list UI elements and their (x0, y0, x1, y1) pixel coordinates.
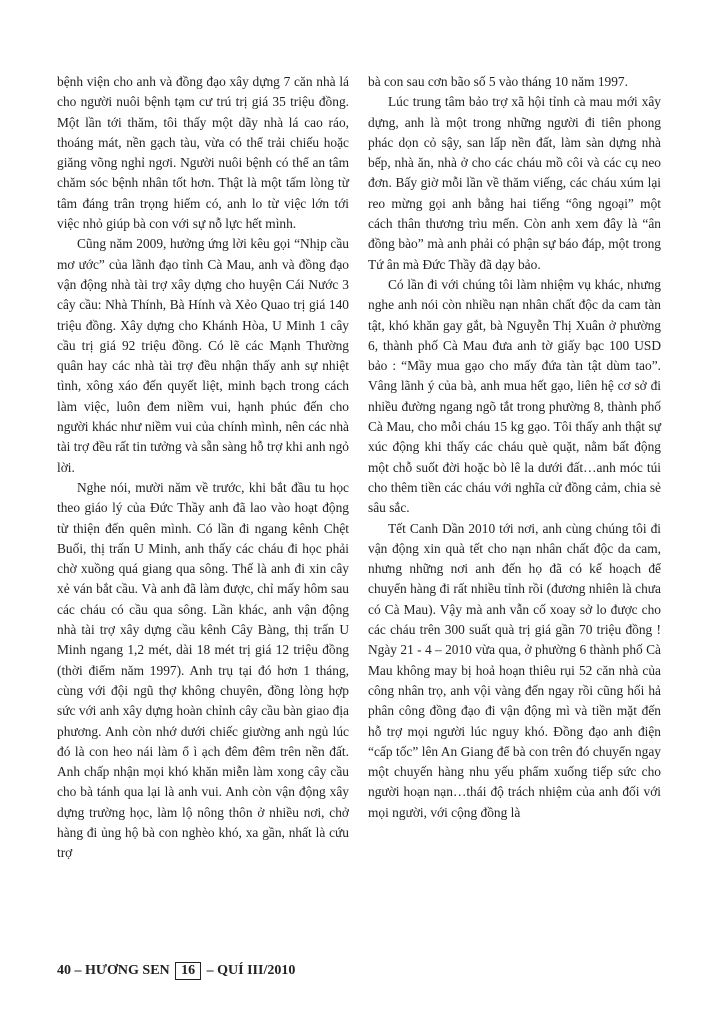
paragraph: bà con sau cơn bão số 5 vào tháng 10 năm 1997. (368, 74, 628, 89)
paragraph: Cũng năm 2009, hưởng ứng lời kêu gọi “Nhịp cầu mơ ước” của lãnh đạo tỉnh Cà Mau, anh và đồng đạo vận động nhà tài trợ xây dựng cho huyện Cái Nước 3 cây cầu: Nhà Thính, Bà Hính và Xẻo Quao trị giá 140 triệu đồng. Xây dựng cho Khánh Hòa, U Minh 1 cây cầu trị giá 92 triệu đồng. Có lẽ các Mạnh Thường quân hay các nhà tài trợ đều nhận thấy anh sự nhiệt tình, xông xáo đến quyết liệt, minh bạch trong cách làm việc, luôn đem niềm vui, hạnh phúc đến cho người khác như niềm vui của chính mình, nên các nhà tài trợ đều rất tin tưởng và sẵn sàng hỗ trợ khi anh ngỏ lời. (57, 236, 349, 475)
paragraph: Nghe nói, mười năm về trước, khi bắt đầu tu học theo giáo lý của Đức Thầy anh đã lao vào hoạt động từ thiện đến quên mình. Có lần đi ngang kênh Chệt Buối, thị trấn U Minh, anh thấy các cháu đi học phải chờ xuồng quá giang qua sông. Thế là anh đi xin cây xẻ ván bắt cầu. Và anh đã làm được, chỉ mấy hôm sau các cháu có cầu qua sông. Lần khác, anh vận động nhà tài trợ xây dựng cầu kênh Cây Bàng, thị trấn U Minh ngang 1,2 mét, dài 18 mét trị giá 12 triệu đồng (thời điểm năm 1997). Anh trụ tại đó hơn 1 tháng, cùng với đội ngũ thợ không chuyên, đồng lòng hợp sức với anh xây dựng hoàn chỉnh cây cầu bàn giao địa phương. Anh còn nhớ dưới chiếc giường anh ngủ lúc đó là con heo nái làm ổ ì ạch đêm đêm trên nền đất. Anh chấp nhận mọi khó khăn miễn làm xong cây cầu cho bà tánh qua lại là anh vui. Anh còn vận động xây dựng trường học, làm lộ nông thôn ở nhiều nơi, chở hàng đi ủng hộ bà con nghèo khó, xa gần, nhất là cứu trợ (57, 479, 349, 861)
footer-issue-date: – QUÍ III/2010 (206, 963, 296, 978)
page-footer (57, 962, 295, 980)
paragraph: Lúc trung tâm bảo trợ xã hội tỉnh cà mau mới xây dựng, anh là một trong những người đi tiên phong phác dọn cỏ sậy, san lấp nền đất, làm sàn dựng nhà bếp, nhà ăn, nhà ở cho các cháu mồ côi và các cụ neo đơn. Bấy giờ mỗi lần về thăm viếng, các cháu xúm lại reo mừng gọi anh bằng hai tiếng “ông ngoại” một cách thân thương trìu mến. Còn anh xem đây là “ân đồng bào” mà anh phải có phận sự báo đáp, một trong Tứ ân mà Đức Thầy đã dạy bảo. (368, 94, 661, 272)
paragraph: bệnh viện cho anh và đồng đạo xây dựng 7 căn nhà lá cho người nuôi bệnh tạm cư trú trị giá 35 triệu đồng. Một lần tới thăm, tôi thấy một dãy nhà lá cao ráo, thoáng mát, nền gạch tàu, vừa có thể trải chiếu hoặc giăng võng nghỉ ngơi. Người nuôi bệnh có thể an tâm chăm sóc bệnh nhân tốt hơn. Thật là một tấm lòng từ tâm đáng trân trọng hiếm có, anh lo từ việc lớn tới việc nhỏ giúp bà con với sự nỗ lực hết mình. (57, 74, 349, 232)
left-column (57, 72, 349, 864)
paragraph: Tết Canh Dần 2010 tới nơi, anh cùng chúng tôi đi vận động xin quà tết cho nạn nhân chất độc da cam, nhưng những nơi anh đến họ đã có kế hoạch để chuyển hàng đi rất nhiều tỉnh rồi (đương nhiên là chưa có Cà Mau). Vậy mà anh vẫn cố xoay sở lo được cho các cháu trên 300 suất quà trị giá gần 70 triệu đồng ! Ngày 21 - 4 – 2010 vừa qua, ở phường 6 thành phố Cà Mau không may bị hoả hoạn thiêu rụi 52 căn nhà của công nhân trọ, anh vội vàng đến ngay rồi cũng hối hả phân công đồng đạo đi vận động mì và tiền mặt đến hỗ trợ mọi người lúc nguy khó. Đồng đạo anh điện “cấp tốc” lên An Giang để bà con trên đó chuyển ngay một chuyến hàng nhu yếu phẩm xuống tiếp sức cho người hoạn nạn…thái độ trách nhiệm của anh đối với mọi người, với cộng đồng là (368, 520, 661, 820)
footer-page-title: 40 – HƯƠNG SEN (57, 963, 170, 978)
issue-number-box: 16 (175, 962, 201, 980)
right-column (368, 72, 661, 823)
paragraph: Có lần đi với chúng tôi làm nhiệm vụ khác, nhưng nghe anh nói còn nhiều nạn nhân chất độc da cam tàn tật, khó khăn gay gắt, bà Nguyễn Thị Xuân ở phường 6, thành phố Cà Mau đưa anh tờ giấy bạc 100 USD bảo : “Mầy mua gạo cho mấy đứa tàn tật dùm tao”. Vâng lãnh ý của bà, anh mua hết gạo, liên hệ cơ sở đi nhiều đường ngang ngõ tắt trong phường 8, thành phố Cà Mau, cho mỗi cháu 15 kg gạo. Tôi thấy anh thật sự xúc động khi thấy các cháu què quặt, nằm bất động một chỗ suốt đời hoặc bò lê la dưới đất…anh móc túi cho thêm tiền các cháu với nghĩa cử đồng cảm, chia sẻ sâu sắc. (368, 276, 661, 516)
